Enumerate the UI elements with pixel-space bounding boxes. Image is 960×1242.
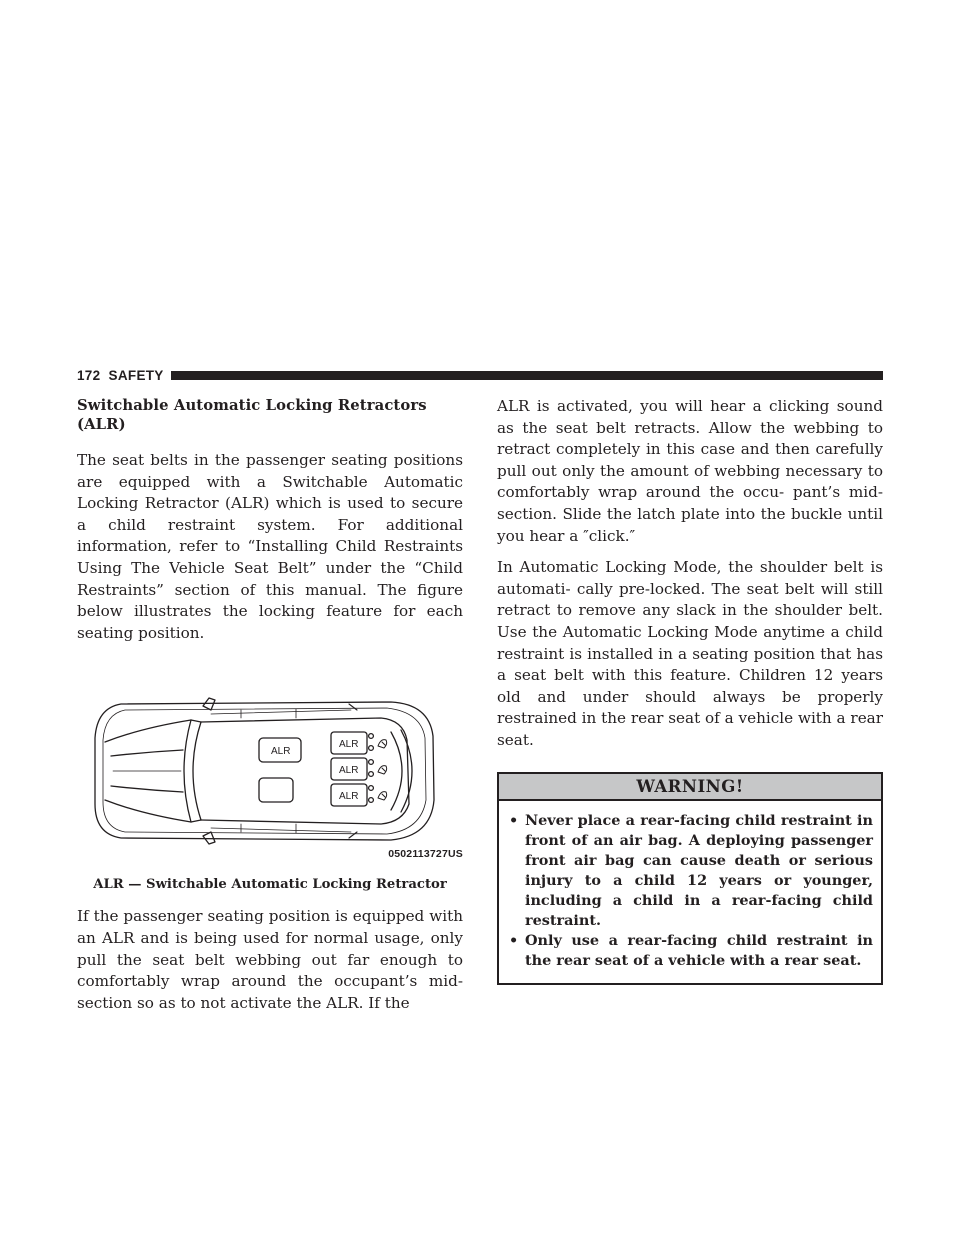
figure-code: 0502113727US	[388, 848, 463, 861]
alr-label-front: ALR	[271, 746, 291, 758]
warning-list	[499, 801, 881, 983]
warning-item: • Never place a rear-facing child restraint in front of an air bag. A deploying passenger front air bag can cause death or serious injury to a child 12 years or younger, including a child in a rear-facing child restraint.	[509, 811, 873, 931]
alr-activated-paragraph: ALR is activated, you will hear a clicking sound as the seat belt retracts. Allow the webbing to retract completely in this case and then carefully pull out only the amount of webbing necessary to comfortably wrap around the occu- pant’s mid-section. Slide the latch plate into the buckle until you hear a ″click.″	[497, 397, 883, 545]
automatic-locking-paragraph: In Automatic Locking Mode, the shoulder belt is automati- cally pre-locked. The seat belt will still retract to remove any slack in the shoulder belt. Use the Automatic Locking Mode anytime a child restraint is installed in a seating position that has a seat belt with this feature. Children 12 years old and under should always be properly restrained in the rear seat of a vehicle with a rear seat.	[497, 558, 883, 749]
intro-paragraph: The seat belts in the passenger seating positions are equipped with a Switchable Automatic Locking Retractor (ALR) which is used to secure a child restraint system. For additional information, refer to “Installing Child Restraints Using The Vehicle Seat Belt” under the “Child Restraints” section of this manual. The figure below illustrates the locking feature for each seating position.	[77, 451, 463, 642]
right-column	[497, 396, 883, 985]
alr-label-rear-3: ALR	[339, 791, 359, 803]
alr-label-rear-2: ALR	[339, 765, 359, 777]
section-name: SAFETY	[108, 368, 164, 383]
alr-figure	[77, 696, 463, 866]
section-heading: Switchable Automatic Locking Retractors (ALR)	[77, 397, 427, 433]
figure-caption: ALR — Switchable Automatic Locking Retractor	[93, 877, 447, 893]
header-rule	[171, 371, 883, 380]
page-number: 172	[77, 368, 101, 383]
page-header-label	[77, 368, 164, 384]
usage-paragraph: If the passenger seating position is equipped with an ALR and is being used for normal usage, only pull the seat belt webbing out far enough to comfortably wrap around the occupant’s mid-section so as to not activate the ALR. If the	[77, 907, 463, 1012]
car-top-view-illustration	[91, 696, 436, 846]
alr-label-rear-1: ALR	[339, 739, 359, 751]
left-column	[77, 396, 463, 1014]
page-header	[77, 368, 883, 384]
warning-item: • Only use a rear-facing child restraint in the rear seat of a vehicle with a rear seat.	[509, 931, 873, 971]
warning-box	[497, 772, 883, 985]
warning-title: WARNING!	[499, 774, 881, 801]
